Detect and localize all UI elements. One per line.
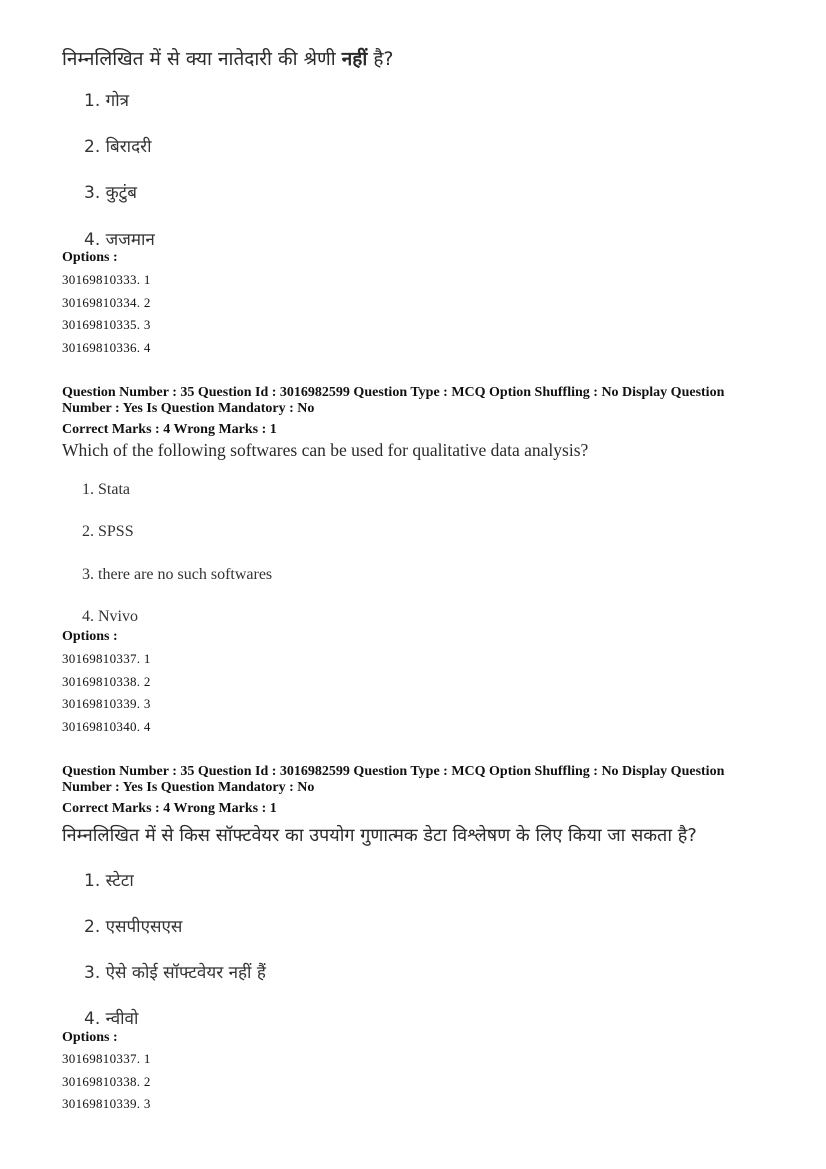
question-text-hindi-software: निम्नलिखित में से किस सॉफ्टवेयर का उपयोग गुणात्मक डेटा विश्लेषण के लिए किया जा सकता है? bbox=[62, 825, 697, 846]
option-1: 1. Stata bbox=[82, 481, 130, 498]
question-meta: Question Number : 35 Question Id : 3016982599 Question Type : MCQ Option Shuffling : No Display Question Number : Yes Is Question Mandatory : No bbox=[62, 764, 725, 795]
option-code: 30169810338. 2 bbox=[62, 674, 151, 689]
question-text-english: Which of the following softwares can be used for qualitative data analysis? bbox=[62, 440, 589, 460]
option-code: 30169810335. 3 bbox=[62, 317, 151, 332]
option-4: 4. जजमान bbox=[84, 230, 155, 250]
option-code: 30169810337. 1 bbox=[62, 651, 151, 666]
question-pre: निम्नलिखित में से क्या नातेदारी की श्रेणी bbox=[62, 48, 342, 70]
option-3: 3. there are no such softwares bbox=[82, 566, 273, 583]
option-code: 30169810339. 3 bbox=[62, 696, 151, 711]
option-2: 2. बिरादरी bbox=[84, 137, 152, 157]
marks-meta: Correct Marks : 4 Wrong Marks : 1 bbox=[62, 422, 277, 437]
option-3: 3. कुटुंब bbox=[84, 183, 137, 203]
question-post: है? bbox=[367, 48, 394, 70]
options-label: Options : bbox=[62, 1030, 118, 1045]
options-label: Options : bbox=[62, 250, 118, 265]
option-2: 2. SPSS bbox=[82, 523, 134, 540]
option-code: 30169810338. 2 bbox=[62, 1074, 151, 1089]
option-1: 1. स्टेटा bbox=[84, 871, 134, 891]
option-3: 3. ऐसे कोई सॉफ्टवेयर नहीं हैं bbox=[84, 963, 266, 983]
option-code: 30169810340. 4 bbox=[62, 719, 151, 734]
option-code: 30169810337. 1 bbox=[62, 1051, 151, 1066]
question-meta: Question Number : 35 Question Id : 3016982599 Question Type : MCQ Option Shuffling : No Display Question Number : Yes Is Question Mandatory : No bbox=[62, 385, 725, 416]
option-1: 1. गोत्र bbox=[84, 91, 129, 111]
option-code: 30169810339. 3 bbox=[62, 1096, 151, 1111]
option-2: 2. एसपीएसएस bbox=[84, 917, 183, 937]
options-label: Options : bbox=[62, 629, 118, 644]
option-code: 30169810336. 4 bbox=[62, 340, 151, 355]
question-emphasis: नहीं bbox=[341, 48, 368, 70]
option-code: 30169810334. 2 bbox=[62, 295, 151, 310]
option-4: 4. Nvivo bbox=[82, 608, 138, 625]
marks-meta: Correct Marks : 4 Wrong Marks : 1 bbox=[62, 801, 277, 816]
option-4: 4. न्वीवो bbox=[84, 1009, 139, 1029]
option-code: 30169810333. 1 bbox=[62, 272, 151, 287]
question-text-hindi-kinship bbox=[62, 45, 394, 71]
